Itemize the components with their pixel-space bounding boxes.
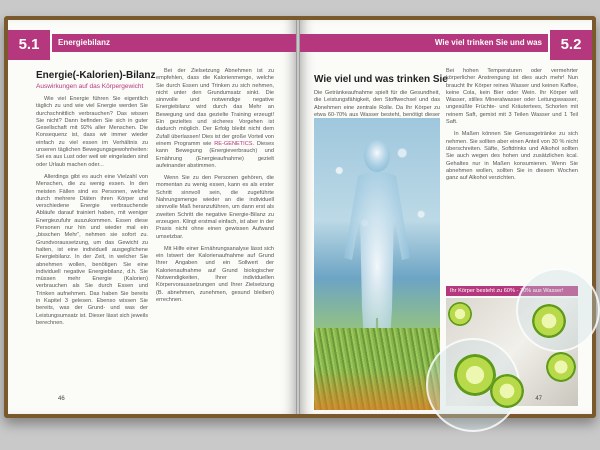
program-name-highlight: RE-GENETICS — [214, 140, 253, 147]
header-bar-left — [52, 34, 296, 52]
page-number-left: 46 — [58, 396, 65, 402]
ground-glow — [314, 369, 440, 410]
text-run: Bei der Zielsetzung Abnehmen ist zu empfehlen, dass die Kalorienmenge, welche Sie durch Essen und Trinken zu sich nehmen, nicht unter den Grundumsatz sinkt. Die sinnvolle und notwendige negative Energiebilanz wird durch das Mehr an Bewegung und das gezielte Training erzeugt! Ein gezieltes und sicheres Vorgehen ist dadurch möglich. Der Erfolg bleibt nicht dem Zufall überlassen! Dies ist der große Vorteil von einem Programm wie — [156, 68, 274, 147]
paragraph — [156, 68, 274, 170]
paragraph: Die Getränkeaufnahme spielt für die Gesundheit, die Leistungsfähigkeit, den Stoffwechsel und das Abnehmen eine zentrale Rolle. Da Ihr Körper zu etwa 60-70% aus Wasser besteht, benötigt dieser — [314, 90, 440, 118]
header-bar-right — [300, 34, 548, 52]
lime-slice — [448, 302, 472, 326]
heading-left: Energie(-Kalorien)-Bilanz — [36, 70, 156, 81]
paragraph: Bei hohen Temperaturen oder vermehrter körperlicher Anstrengung ist dies auch mehr! Nun braucht Ihr Körper reines Wasser und keinen Kaffee, keine Cola, kein Bier oder Wein. Ihr Körper will Wasser, stilles Mineralwasser oder Leitungswasser, ungesüßte Früchte- und Kräutertees, Schorlen mit reinem Saft, gemixt mit 3 Teilen Wasser und 1 Teil Saft. — [446, 68, 578, 126]
page-number-right: 47 — [535, 396, 542, 402]
lime-slice — [532, 304, 566, 338]
section-number-right: 5.2 — [550, 30, 592, 60]
lime-slice — [546, 352, 576, 382]
text-column-right-2 — [446, 68, 578, 282]
water-fact-banner: Ihr Körper besteht zu 60% - 70% aus Wasser! — [446, 286, 578, 296]
paragraph: In Maßen können Sie Genussgetränke zu sich nehmen. Sie sollten aber einen Anteil von 30 % nicht überschreiten. Säfte, Softdrinks und Alkohol sollten Sie auch wegen des hohen und zusätzlichen kcal. Gehaltes nur in Maßen konsumieren. Wenn Sie abnehmen wollen, sollten Sie in diesem Wochen ganz auf Alkohol verzichten. — [446, 131, 578, 182]
heading-right: Wie viel und was trinken Sie — [314, 74, 448, 85]
paragraph: Mit Hilfe einer Ernährungsanalyse lässt sich ein Istwert der Kalorienaufnahme auf Grund Ihrer Angaben und ein Sollwert der Kalorienaufnahme auf Grund biologischer Notwendigkeiten, Ihrer individuellen Körpervoraussetzungen und Ihrer Zielsetzung (B. abnehmen, zunehmen, gesund bleiben) errechnen. — [156, 245, 274, 303]
lime-slice — [490, 374, 524, 408]
text-column-left-2 — [156, 68, 274, 388]
section-number-left: 5.1 — [8, 30, 50, 60]
right-page — [300, 20, 592, 414]
section-title-right: Wie viel trinken Sie und was — [434, 38, 542, 47]
section-title-left: Energiebilanz — [58, 38, 111, 47]
text-column-right-1 — [314, 90, 440, 116]
left-page — [8, 20, 296, 414]
subheading-left: Auswirkungen auf das Körpergewicht — [36, 83, 144, 90]
text-run: . Dieses kann Bewegung (Energieverbrauch) und Ernährung (Energieaufnahme) gezielt aufeinander abstimmen. — [156, 140, 274, 169]
water-body-illustration — [314, 118, 440, 410]
text-column-left-1 — [36, 96, 148, 386]
paragraph: Wenn Sie zu den Personen gehören, die momentan zu wenig essen, kann es als erster Schritt sinnvoll sein, die zugeführte Nahrungsmenge wieder an die individuell sinnvolle Maß heranzuführen, um dann erst als zweiten Schritt die negative Energie-Bilanz zu erzeugen. Klingt erstmal einfach, ist aber in der Praxis nicht ohne einen gewissen Aufwand umsetzbar. — [156, 175, 274, 240]
paragraph: Allerdings gibt es auch eine Vielzahl von Menschen, die zu wenig essen. In den meisten Fällen sind es Personen, welche durch mehrere Diäten ihren Körper und verschiedene Energie verbrauchende Abläufe darauf trainiert haben, mit weniger Energiezufuhr auszukommen. Essen diese Personen nur hin und wieder mal ein „bisschen Mehr“, nehmen sie sofort zu. Grundvoraussetzung, um das Gewicht zu halten, ist eine individuell ausgeglichene Energiebilanz. In der Zeit, in welcher Sie abnehmen wollen, benötigen Sie eine individuell negative Energiebilanz, d.h. Sie müssen mehr Energie (Kalorien) verbrauchen als Sie durch Essen und Trinken aufnehmen. Das haben Sie bereits in Kapitel 3 gelesen. Ebenso wissen Sie bereits, was der Grund- und was der Leistungsumsatz ist. Dieser lässt sich jeweils berechnen. — [36, 173, 148, 326]
paragraph: Wie viel Energie führen Sie eigentlich täglich zu und wie viel Energie werden Sie durchschnittlich verbrauchen? Das wissen Sie nicht? Dann befinden Sie sich in guter Gesellschaft mit 92% aller Menschen. Die Konsequenz ist, dass wir immer wieder einfach zu viel essen im Verhältnis zu unseren täglichen Bewegungsgewohnheiten: Sei es aus Lust oder weil wir eingeladen sind oder Urlaub machen oder... — [36, 96, 148, 168]
lime-water-photo — [446, 298, 578, 406]
